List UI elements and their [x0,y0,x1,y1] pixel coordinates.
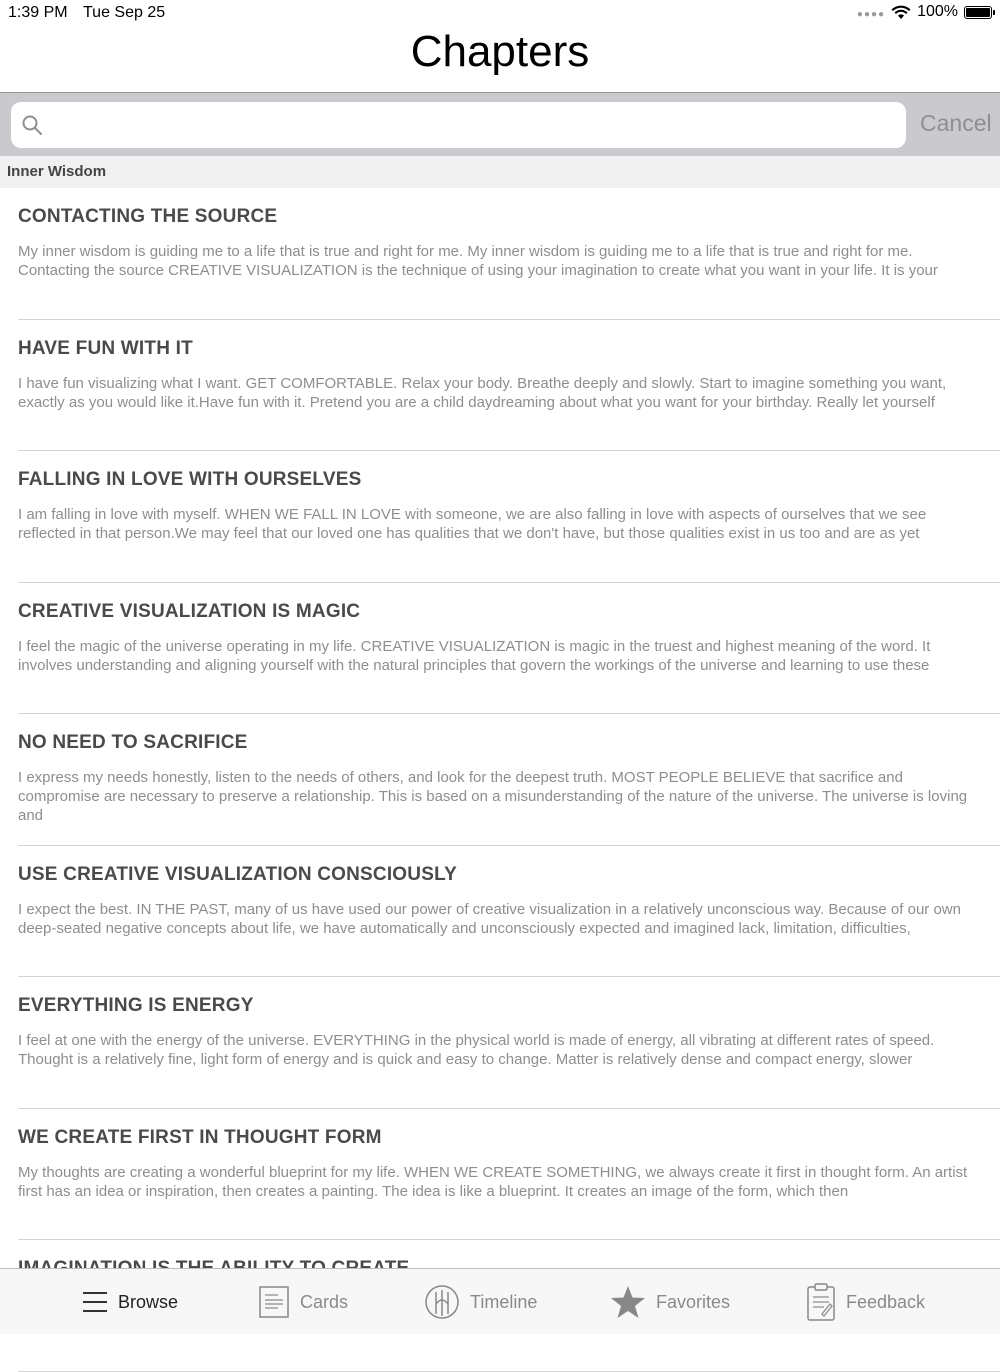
tab-timeline[interactable] [424,1269,537,1335]
tab-bar [0,1268,1000,1334]
timeline-icon [424,1284,460,1320]
status-right [857,3,992,21]
chapter-description: I have fun visualizing what I want. GET COMFORTABLE. Relax your body. Breathe deeply and slowly. Start to imagine something you want, exactly as you would like it.Have fun with it. Pretend you are a child daydreaming about what you want for your birthday. Really let yourself [18,374,947,411]
status-time: 1:39 PM [8,4,68,21]
chapter-description: I expect the best. IN THE PAST, many of us have used our power of creative visualization in a relatively unconscious way. Because of our own deep-seated negative concepts about life, we have automatically and unconsciously expected and imagined lack, limitation, difficulties, [18,900,961,937]
list-item[interactable] [0,977,1000,1109]
tab-cards[interactable] [258,1269,348,1335]
search-bar [0,92,1000,157]
list-item[interactable] [0,188,1000,320]
list-item[interactable] [0,451,1000,583]
list-item[interactable] [0,1109,1000,1241]
search-field[interactable] [11,102,906,148]
chapter-title: CONTACTING THE SOURCE [18,206,278,227]
list-icon [82,1290,108,1314]
status-bar [0,0,1000,28]
list-item[interactable] [0,320,1000,452]
signal-dots-icon: ●●●● [856,8,886,20]
search-icon [21,114,43,136]
chapter-title: NO NEED TO SACRIFICE [18,732,248,753]
search-input[interactable] [57,108,901,144]
battery-percent: 100% [917,3,958,20]
list-item[interactable] [0,846,1000,978]
chapter-title: USE CREATIVE VISUALIZATION CONSCIOUSLY [18,863,458,885]
tab-favorites[interactable] [610,1269,730,1335]
tab-label: Feedback [846,1291,926,1312]
list-item[interactable] [0,583,1000,715]
chapter-list [0,188,1000,1268]
card-icon [258,1285,290,1319]
chapter-description: My inner wisdom is guiding me to a life that is true and right for me. My inner wisdom is guiding me to a life that is true and right for me. Contacting the source CREATIVE VISUALIZATION is the technique of using your imagination to create what you want in your life. It is your [18,243,938,279]
wifi-icon [891,5,911,20]
section-header: Inner Wisdom [0,156,1000,188]
chapter-description: I am falling in love with myself. WHEN WE FALL IN LOVE with someone, we are also falling in love with aspects of ourselves that we see reflected in that person.We may feel that our loved one has qualities that we don't have, but those qualities exist in us too and are as yet [18,506,927,542]
cancel-button[interactable]: Cancel [920,110,992,136]
chapter-title: CREATIVE VISUALIZATION IS MAGIC [18,600,361,622]
page-title: Chapters [410,27,590,76]
chapter-description: I express my needs honestly, listen to the needs of others, and look for the deepest truth. MOST PEOPLE BELIEVE that sacrifice and compromise are necessary to preserve a relationship. This is based on a misunderstanding of the nature of the universe. The universe is loving and [18,769,968,824]
tab-label: Browse [118,1291,179,1312]
status-date: Tue Sep 25 [83,4,166,21]
chapter-description: My thoughts are creating a wonderful blueprint for my life. WHEN WE CREATE SOMETHING, we always create it first in thought form. An artist first has an idea or inspiration, then creates a painting. The idea is like a blueprint. It creates an image of the form, which then [18,1163,968,1200]
clipboard-icon [806,1282,836,1322]
chapter-title: FALLING IN LOVE WITH OURSELVES [18,469,362,490]
tab-feedback[interactable] [806,1269,925,1335]
chapter-description: I feel at one with the energy of the universe. EVERYTHING in the physical world is made of energy, all vibrating at different rates of speed. Thought is a relatively fine, light form of energy and is quick and easy to change. Matter is relatively dense and compact energy, slower [18,1032,935,1068]
star-icon [610,1284,646,1320]
tab-browse[interactable] [82,1269,178,1335]
chapter-description: I feel the magic of the universe operating in my life. CREATIVE VISUALIZATION is magic in the truest and highest meaning of the word. It involves understanding and aligning yourself with the natural principles that govern the workings of the universe and learning to use these [18,637,931,674]
battery-icon [964,6,992,19]
chapter-title: HAVE FUN WITH IT [18,337,193,359]
tab-label: Favorites [656,1291,731,1312]
chapter-title: WE CREATE FIRST IN THOUGHT FORM [18,1126,382,1148]
tab-label: Cards [300,1291,349,1312]
tab-label: Timeline [470,1291,538,1312]
list-item[interactable] [0,714,1000,846]
chapter-title: EVERYTHING IS ENERGY [18,995,254,1016]
